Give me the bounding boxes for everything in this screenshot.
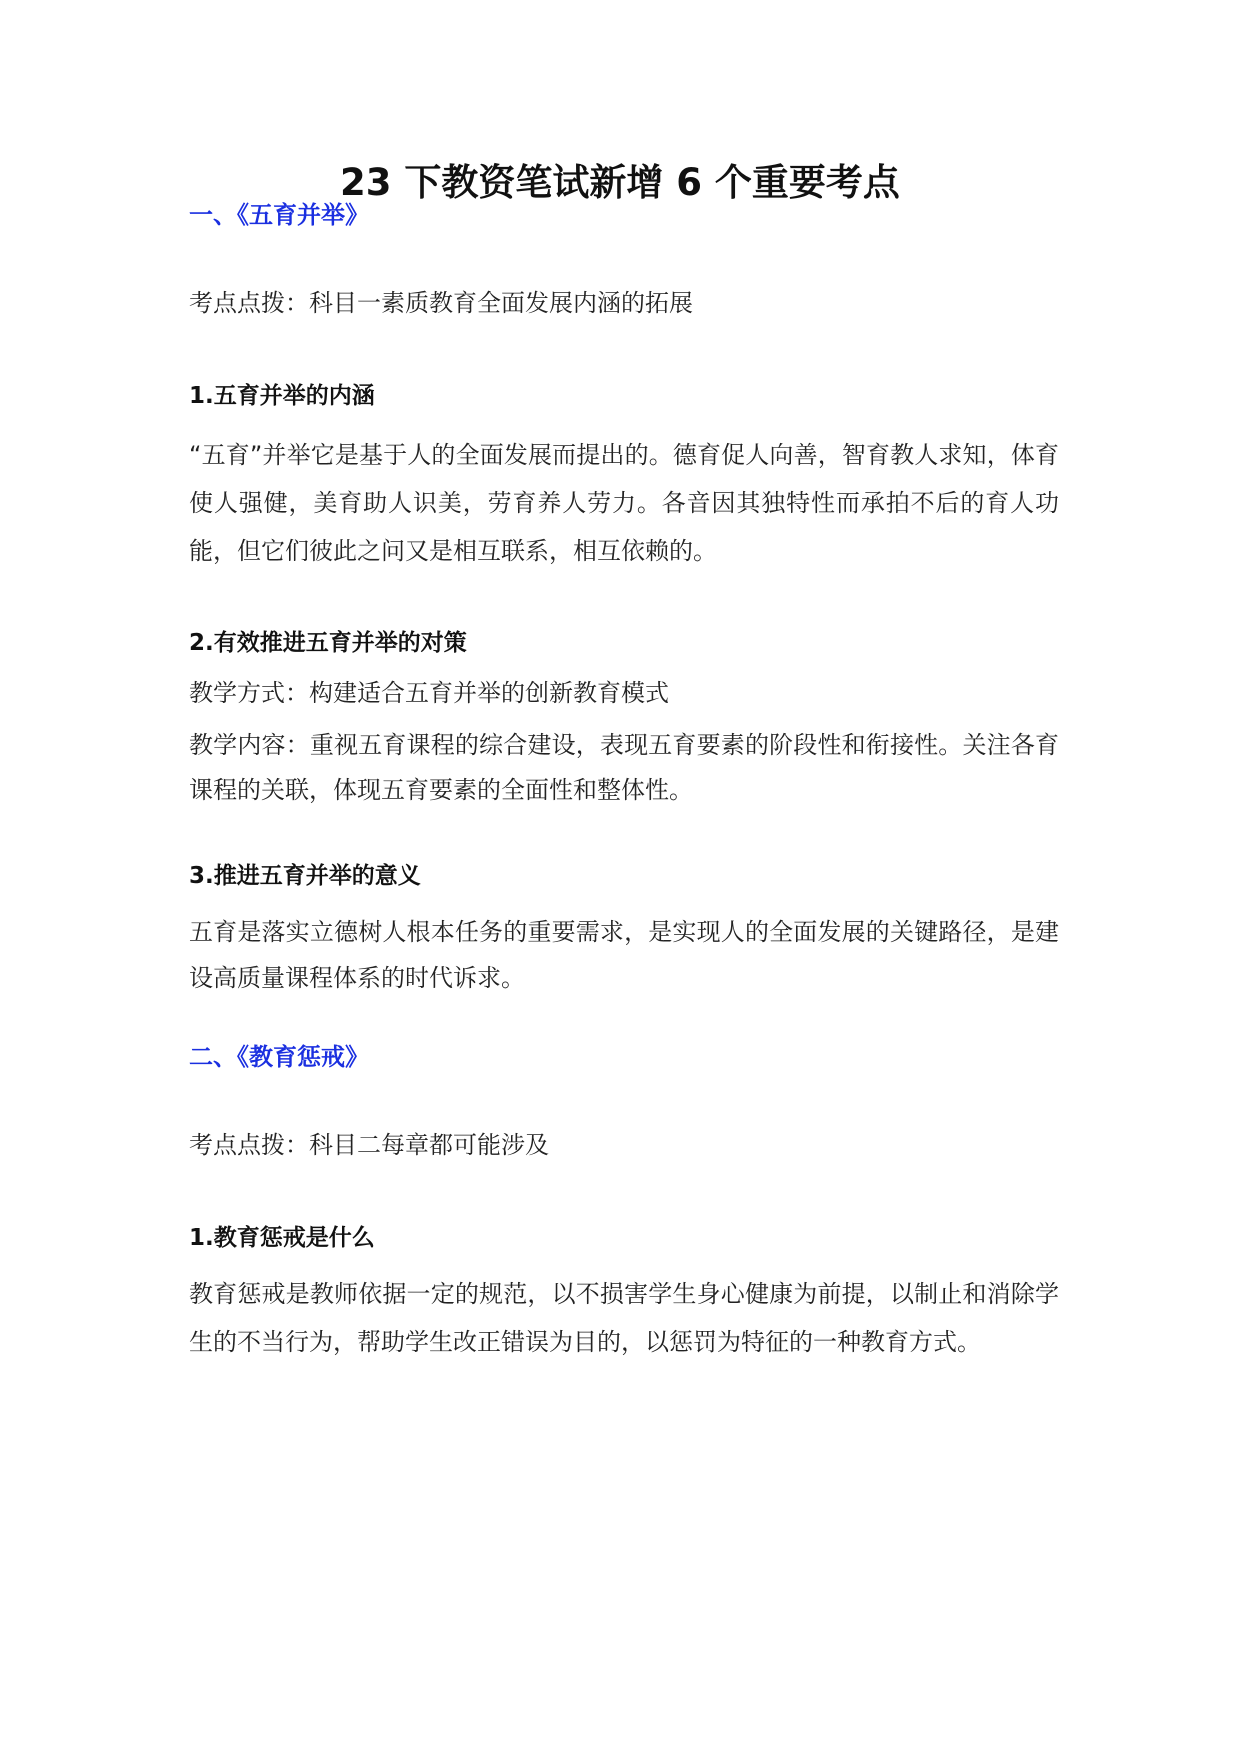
subsection-heading-strategy: 2.有效推进五育并举的对策	[189, 630, 467, 656]
section-note-wuyu: 考点点拨：科目一素质教育全面发展内涵的拓展	[189, 289, 693, 317]
strategy-teaching-content: 教学内容：重视五育课程的综合建设，表现五育要素的阶段性和衔接性。关注各育课程的关联，体现五育要素的全面性和整体性。	[189, 731, 1059, 804]
strategy-teaching-method: 教学方式：构建适合五育并举的创新教育模式	[189, 679, 669, 707]
subsection-heading-what-is-discipline: 1.教育惩戒是什么	[189, 1225, 375, 1251]
document-title: 23 下教资笔试新增 6 个重要考点	[340, 161, 900, 204]
subsection-heading-significance: 3.推进五育并举的意义	[189, 863, 421, 889]
paragraph-significance: 五育是落实立德树人根本任务的重要需求，是实现人的全面发展的关键路径，是建设高质量课程体系的时代诉求。	[189, 918, 1059, 992]
section-heading-discipline: 二、《教育惩戒》	[189, 1043, 369, 1071]
section-note-discipline: 考点点拨：科目二每章都可能涉及	[189, 1131, 549, 1159]
subsection-heading-meaning: 1.五育并举的内涵	[189, 383, 375, 409]
paragraph-what-is-discipline: 教育惩戒是教师依据一定的规范，以不损害学生身心健康为前提，以制止和消除学生的不当行为，帮助学生改正错误为目的，以惩罚为特征的一种教育方式。	[189, 1280, 1059, 1356]
section-heading-wuyu: 一、《五育并举》	[189, 201, 369, 229]
paragraph-meaning: “五育”并举它是基于人的全面发展而提出的。德育促人向善，智育教人求知，体育使人强健，美育助人识美，劳育养人劳力。各音因其独特性而承拍不后的育人功能，但它们彼此之问又是相互联系，相互依赖的。	[189, 441, 1059, 565]
